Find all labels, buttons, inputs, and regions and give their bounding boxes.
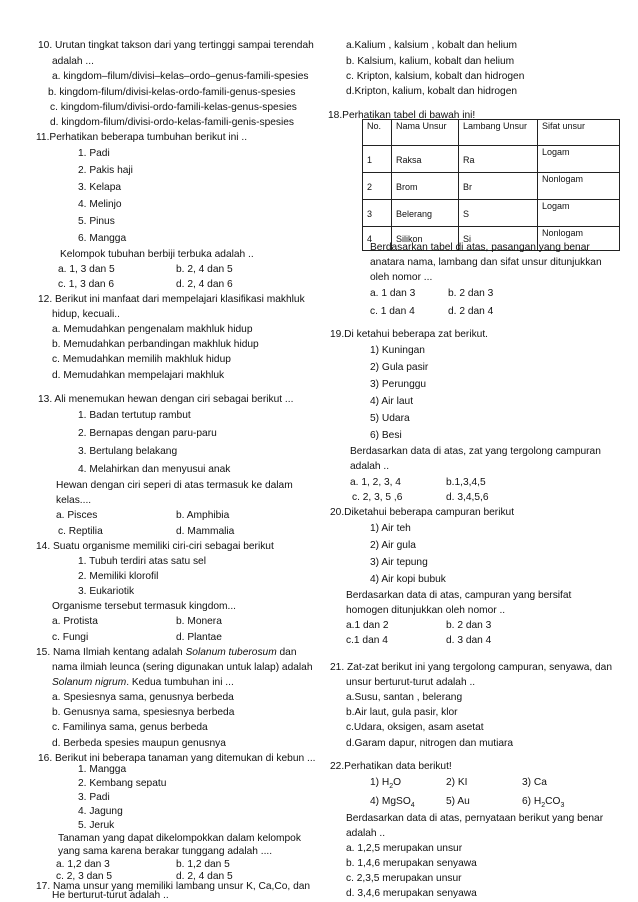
q17-option-c: c. Kripton, kalsium, kobalt dan hidrogen [346,71,525,82]
q19-stem: 19.Di ketahui beberapa zat berikut. [330,329,489,340]
q14-option-d: d. Plantae [176,632,222,643]
q10-stem: 10. Urutan tingkat takson dari yang tertinggi sampai terendah [38,40,314,51]
q16-option-d: d. 2, 4 dan 5 [176,871,233,882]
q22-stem: 22.Perhatikan data berikut! [330,761,452,772]
table-header: Nama Unsur [392,120,459,146]
q13-item: 4. Melahirkan dan menyusui anak [78,464,231,475]
q20-option-d: d. 3 dan 4 [446,635,492,646]
table-cell: S [459,200,538,227]
q19-option-c: c. 2, 3, 5 ,6 [352,492,403,503]
q22-item: 5) Au [446,796,470,807]
q18-option-b: b. 2 dan 3 [448,288,494,299]
q20-stem: 20.Diketahui beberapa campuran berikut [330,507,515,518]
table-row [363,200,620,227]
q12-option-c: c. Memudahkan memilih makhluk hidup [52,354,231,365]
q13-question: Hewan dengan ciri seperi di atas termasuk ke dalam [56,480,293,491]
q18-question-cont: oleh nomor ... [370,272,433,283]
table-row [363,173,620,200]
q20-item: 1) Air teh [370,523,411,534]
q22-question: Berdasarkan data di atas, pernyataan berikut yang benar [346,813,604,824]
q17-stem-cont: He berturut-turut adalah .. [52,890,169,901]
q12-option-b: b. Memudahkan perbandingan makhluk hidup [52,339,259,350]
q17-stem: 17. Nama unsur yang memiliki lambang unsur K, Ca,Co, dan [36,881,311,892]
q16-option-a: a. 1,2 dan 3 [56,859,110,870]
q16-item: 1. Mangga [78,764,127,775]
table-cell: 3 [363,200,392,227]
q18-option-c: c. 1 dan 4 [370,306,415,317]
q19-item: 2) Gula pasir [370,362,429,373]
q11-item: 4. Melinjo [78,199,122,210]
q16-option-c: c. 2, 3 dan 5 [56,871,113,882]
table-cell: Si [459,227,538,251]
q15-option-c: c. Familinya sama, genus berbeda [52,722,208,733]
table-cell: Silikon [392,227,459,251]
q14-item: 2. Memiliki klorofil [78,571,159,582]
table-cell: Logam [538,146,620,173]
q18-stem: 18.Perhatikan tabel di bawah ini! [328,110,476,121]
q20-option-a: a.1 dan 2 [346,620,389,631]
q15-stem: 15. Nama Ilmiah kentang adalah Solanum tuberosum dan [36,647,297,658]
q21-stem: 21. Zat-zat berikut ini yang tergolong campuran, senyawa, dan [330,662,613,673]
q20-question-cont: homogen ditunjukkan oleh nomor .. [346,605,506,616]
q14-question: Organisme tersebut termasuk kingdom... [52,601,237,612]
q11-item: 1. Padi [78,148,110,159]
q14-option-c: c. Fungi [52,632,89,643]
q15-stem-cont: nama ilmiah leunca (sering digunakan untuk lalap) adalah [52,662,313,673]
q11-question: Kelompok tubuhan berbiji terbuka adalah .. [60,249,254,260]
q14-item: 1. Tubuh terdiri atas satu sel [78,556,206,567]
table-cell: Nonlogam [538,173,620,200]
q11-option-a: a. 1, 3 dan 5 [58,264,115,275]
q19-item: 4) Air laut [370,396,414,407]
q10-option-b: b. kingdom-filum/divisi-kelas-ordo-famili-genus-spesies [48,87,296,98]
q19-item: 1) Kuningan [370,345,425,356]
table-header: No. [363,120,392,146]
q16-item: 4. Jagung [78,806,123,817]
q22-item: 1) $H_2O$ [370,777,402,791]
q19-question-cont: adalah .. [350,461,390,472]
q15-stem-cont: Solanum nigrum. Kedua tumbuhan ini ... [52,677,234,688]
q13-option-c: c. Reptilia [58,526,103,537]
q18-option-a: a. 1 dan 3 [370,288,416,299]
q22-option-c: c. 2,3,5 merupakan unsur [346,873,462,884]
q11-item: 3. Kelapa [78,182,122,193]
q15-option-a: a. Spesiesnya sama, genusnya berbeda [52,692,234,703]
q21-option-d: d.Garam dapur, nitrogen dan mutiara [346,738,514,749]
q10-stem-cont: adalah ... [52,56,94,67]
q22-item: 3) Ca [522,777,547,788]
q11-stem: 11.Perhatikan beberapa tumbuhan berikut ini .. [36,132,248,143]
table-cell: Raksa [392,146,459,173]
table-cell: 4 [363,227,392,251]
q19-question: Berdasarkan data di atas, zat yang tergolong campuran [350,446,601,457]
q20-item: 4) Air kopi bubuk [370,574,446,585]
q13-item: 3. Bertulang belakang [78,446,178,457]
q16-question: Tanaman yang dapat dikelompokkan dalam kelompok [58,833,301,844]
q19-option-a: a. 1, 2, 3, 4 [350,477,401,488]
table-cell: Logam [538,200,620,227]
q10-option-a: a. kingdom–filum/divisi–kelas–ordo–genus-famili-spesies [52,71,309,82]
elements-table [362,119,620,251]
q22-option-d: d. 3,4,6 merupakan senyawa [346,888,477,899]
table-cell: Br [459,173,538,200]
table-header: Sifat unsur [538,120,620,146]
q12-stem: 12. Berikut ini manfaat dari mempelajari klasifikasi makhluk [38,294,305,305]
table-cell: Belerang [392,200,459,227]
q22-item: 4) MgSO$_4$ [370,796,415,810]
q20-option-b: b. 2 dan 3 [446,620,492,631]
q19-option-b: b.1,3,4,5 [446,477,486,488]
q14-option-b: b. Monera [176,616,222,627]
q21-option-b: b.Air laut, gula pasir, klor [346,707,458,718]
q21-option-a: a.Susu, santan , belerang [346,692,463,703]
q13-item: 2. Bernapas dengan paru-paru [78,428,217,439]
q13-option-b: b. Amphibia [176,510,230,521]
table-cell: Nonlogam [538,227,620,251]
q22-option-a: a. 1,2,5 merupakan unsur [346,843,463,854]
q21-option-c: c.Udara, oksigen, asam asetat [346,722,484,733]
q16-question-cont: yang sama karena berakar tunggang adalah .... [58,846,273,857]
table-cell: 1 [363,146,392,173]
table-header-row [363,120,620,146]
q13-option-d: d. Mammalia [176,526,235,537]
q20-item: 2) Air gula [370,540,416,551]
q22-item: 2) KI [446,777,468,788]
q16-stem: 16. Berikut ini beberapa tanaman yang ditemukan di kebun ... [38,753,316,764]
q18-question: Berdasarkan tabel di atas, pasangan yang benar [370,242,590,253]
q11-item: 6. Mangga [78,233,127,244]
q11-option-b: b. 2, 4 dan 5 [176,264,233,275]
q11-option-d: d. 2, 4 dan 6 [176,279,233,290]
q12-stem-cont: hidup, kecuali.. [52,309,120,320]
q13-option-a: a. Pisces [56,510,98,521]
q18-option-d: d. 2 dan 4 [448,306,494,317]
q21-stem-cont: unsur berturut-turut adalah .. [346,677,476,688]
q11-option-c: c. 1, 3 dan 6 [58,279,115,290]
q13-item: 1. Badan tertutup rambut [78,410,191,421]
q12-option-d: d. Memudahkan mempelajari makhluk [52,370,225,381]
q22-question-cont: adalah .. [346,828,386,839]
table-cell: Ra [459,146,538,173]
q22-option-b: b. 1,4,6 merupakan senyawa [346,858,477,869]
q11-item: 2. Pakis haji [78,165,133,176]
q12-option-a: a. Memudahkan pengenalam makhluk hidup [52,324,253,335]
q20-question: Berdasarkan data di atas, campuran yang bersifat [346,590,572,601]
q18-question-cont: anatara nama, lambang dan sifat unsur ditunjukkan [370,257,602,268]
q13-stem: 13. Ali menemukan hewan dengan ciri sebagai berikut ... [38,394,294,405]
table-header: Lambang Unsur [459,120,538,146]
q22-item: 6) $H_2CO_3$ [522,796,565,810]
table-row [363,146,620,173]
q19-item: 6) Besi [370,430,402,441]
q19-option-d: d. 3,4,5,6 [446,492,489,503]
q11-item: 5. Pinus [78,216,115,227]
q17-option-d: d.Kripton, kalium, kobalt dan hidrogen [346,86,518,97]
q14-item: 3. Eukariotik [78,586,135,597]
q19-item: 3) Perunggu [370,379,427,390]
q16-item: 2. Kembang sepatu [78,778,167,789]
q10-option-c: c. kingdom-filum/divisi-ordo-famili-kelas-genus-spesies [50,102,297,113]
table-cell: Brom [392,173,459,200]
q17-option-a: a.Kalium , kalsium , kobalt dan helium [346,40,518,51]
q19-item: 5) Udara [370,413,410,424]
q15-option-d: d. Berbeda spesies maupun genusnya [52,738,226,749]
q10-option-d: d. kingdom-filum/divisi-ordo-kelas-famili-genis-spesies [50,117,295,128]
q14-stem: 14. Suatu organisme memiliki ciri-ciri sebagai berikut [36,541,274,552]
q14-option-a: a. Protista [52,616,98,627]
q15-option-b: b. Genusnya sama, spesiesnya berbeda [52,707,235,718]
q17-option-b: b. Kalsium, kalium, kobalt dan helium [346,56,515,67]
q13-question-cont: kelas.... [56,495,92,506]
q16-item: 3. Padi [78,792,110,803]
q16-option-b: b. 1,2 dan 5 [176,859,230,870]
table-cell: 2 [363,173,392,200]
q20-option-c: c.1 dan 4 [346,635,388,646]
q16-item: 5. Jeruk [78,820,115,831]
q20-item: 3) Air tepung [370,557,428,568]
